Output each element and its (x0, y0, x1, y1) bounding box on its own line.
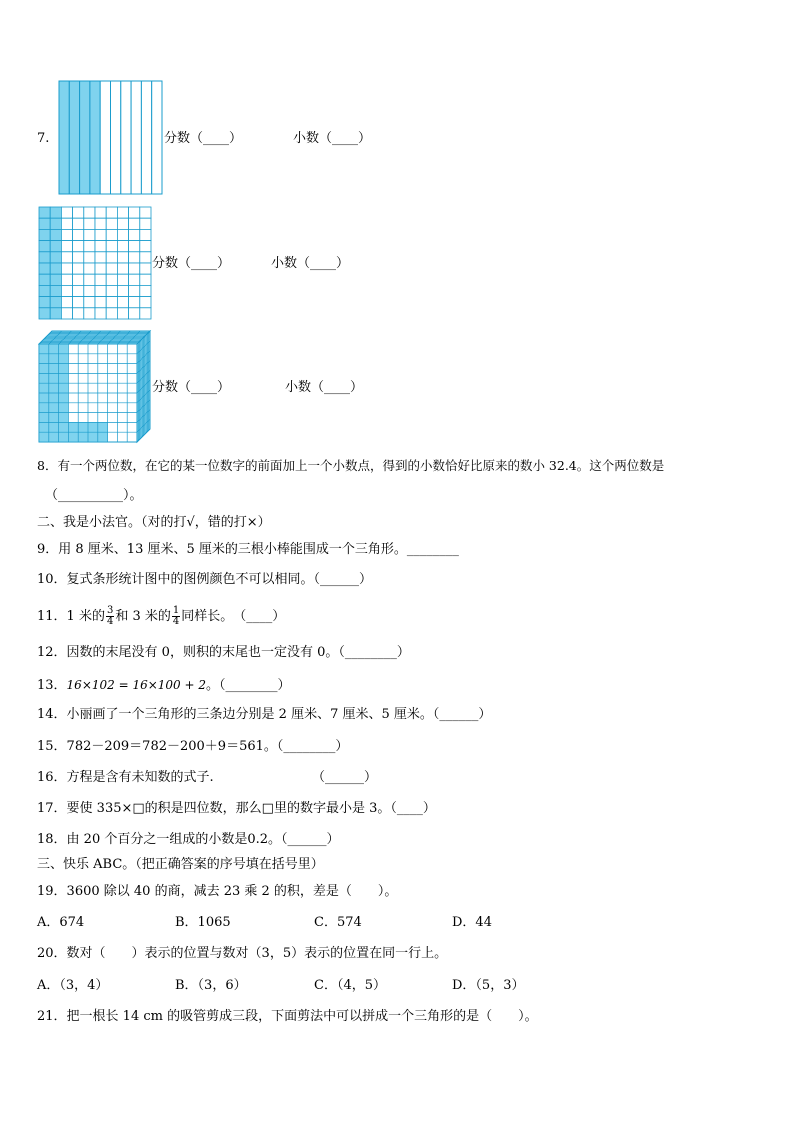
grid-cell (117, 274, 128, 285)
grid-cell-shaded (50, 218, 61, 229)
strip-column-shaded (80, 81, 90, 194)
strip-column (131, 81, 141, 194)
strip-column (152, 81, 162, 194)
grid-cell (73, 285, 84, 296)
grid-cell (84, 218, 95, 229)
grid-cell (61, 297, 72, 308)
q7-row1-answer: 分数（____） (164, 131, 243, 146)
grid-cell (140, 263, 151, 274)
q20-option-b[interactable]: B．（3，6） (175, 978, 247, 993)
grid-cell (117, 207, 128, 218)
grid-cell (117, 285, 128, 296)
grid-cell-shaded (39, 207, 50, 218)
strip-column-shaded (90, 81, 100, 194)
fraction-blank[interactable]: ____ (191, 380, 218, 395)
grid-cell (106, 241, 117, 252)
grid-cell (61, 274, 72, 285)
grid-cell-shaded (50, 274, 61, 285)
grid-cell (117, 218, 128, 229)
fraction-label: 分数（ (152, 256, 192, 271)
grid-cell (140, 207, 151, 218)
strip-column-shaded (69, 81, 79, 194)
grid-cell (106, 252, 117, 263)
question-9: 9．用 8 厘米、13 厘米、5 厘米的三根小棒能围成一个三角形。________ (37, 542, 459, 557)
grid-cell (129, 263, 140, 274)
section-3-heading: 三、快乐 ABC。（把正确答案的序号填在括号里） (37, 857, 324, 872)
q7-row3-answer: 分数（____） (152, 380, 231, 395)
grid-cell (129, 308, 140, 319)
question-10: 10．复式条形统计图中的图例颜色不可以相同。（______） (37, 572, 373, 587)
question-13: 13．16×102 = 16×100 + 2。（________） (37, 678, 291, 693)
thousand-cube-figure (38, 330, 152, 445)
question-19: 19．3600 除以 40 的商，减去 23 乘 2 的积，差是（ ）。 (37, 884, 398, 899)
grid-cell (129, 297, 140, 308)
grid-cell (140, 297, 151, 308)
grid-cell (117, 263, 128, 274)
hundred-grid-figure (38, 206, 152, 320)
grid-cell-shaded (39, 274, 50, 285)
grid-cell (84, 308, 95, 319)
grid-cell-shaded (50, 297, 61, 308)
grid-cell-shaded (39, 308, 50, 319)
strip-column (141, 81, 151, 194)
grid-cell (140, 308, 151, 319)
grid-cell-shaded (50, 252, 61, 263)
question-16-blank[interactable]: （______） (312, 770, 378, 785)
q7-row3-decimal: 小数（____） (285, 380, 364, 395)
strip-figure (58, 80, 163, 195)
grid-cell (140, 285, 151, 296)
q7-row2-decimal: 小数（____） (271, 256, 350, 271)
q19-option-c[interactable]: C．574 (314, 915, 362, 930)
q20-option-d[interactable]: D．（5，3） (452, 978, 525, 993)
fraction-blank[interactable]: ____ (191, 256, 218, 271)
grid-cell (95, 285, 106, 296)
grid-cell (95, 297, 106, 308)
grid-cell (106, 308, 117, 319)
grid-cell (61, 308, 72, 319)
strip-column (100, 81, 110, 194)
grid-cell-shaded (50, 207, 61, 218)
grid-cell (61, 263, 72, 274)
decimal-blank[interactable]: ____ (324, 380, 351, 395)
grid-cell-shaded (50, 229, 61, 240)
grid-cell-shaded (50, 308, 61, 319)
grid-cell-shaded (39, 229, 50, 240)
q19-option-d[interactable]: D．44 (452, 915, 492, 930)
question-17: 17．要使 335×□的积是四位数，那么□里的数字最小是 3。（____） (37, 801, 436, 816)
grid-cell (61, 285, 72, 296)
grid-cell (61, 218, 72, 229)
math-expression: 16×102 = 16×100 + 2 (66, 678, 207, 692)
question-20: 20．数对（ ）表示的位置与数对（3，5）表示的位置在同一行上。 (37, 946, 448, 961)
question-8-line1: 8．有一个两位数，在它的某一位数字的前面加上一个小数点，得到的小数恰好比原来的数小 32.4。这个两位数是 (37, 458, 665, 473)
fraction-label: 分数（ (164, 131, 204, 146)
grid-cell (129, 274, 140, 285)
strip-column (121, 81, 131, 194)
fraction-three-quarters: $\frac{3}{4}$ (106, 605, 114, 627)
grid-cell (106, 274, 117, 285)
grid-cell (117, 308, 128, 319)
grid-cell (84, 229, 95, 240)
grid-cell (84, 241, 95, 252)
question-15: 15．782－209＝782－200＋9＝561。（________） (37, 739, 349, 754)
strip-column (111, 81, 121, 194)
grid-cell (84, 252, 95, 263)
grid-cell (129, 285, 140, 296)
grid-cell-shaded (39, 241, 50, 252)
grid-cell (140, 218, 151, 229)
grid-cell (61, 229, 72, 240)
grid-cell (73, 207, 84, 218)
grid-cell (84, 285, 95, 296)
grid-cell (106, 218, 117, 229)
grid-cell (95, 229, 106, 240)
question-21: 21．把一根长 14 cm 的吸管剪成三段，下面剪法中可以拼成一个三角形的是（ ）。 (37, 1009, 538, 1024)
question-8-line2[interactable]: （__________）。 (45, 488, 143, 503)
grid-cell-shaded (39, 218, 50, 229)
grid-cell (106, 229, 117, 240)
grid-cell (84, 274, 95, 285)
grid-cell (117, 229, 128, 240)
q20-option-c[interactable]: C．（4，5） (314, 978, 386, 993)
grid-cell (73, 308, 84, 319)
grid-cell-shaded (39, 263, 50, 274)
grid-cell (129, 218, 140, 229)
grid-cell (73, 263, 84, 274)
decimal-blank[interactable]: ____ (310, 256, 337, 271)
grid-cell (61, 252, 72, 263)
fraction-blank[interactable]: ____ (203, 131, 230, 146)
grid-cell (84, 207, 95, 218)
grid-cell (95, 252, 106, 263)
decimal-label: 小数（ (293, 131, 333, 146)
grid-cell-shaded (39, 285, 50, 296)
grid-cell (106, 297, 117, 308)
grid-cell (73, 241, 84, 252)
grid-cell (61, 241, 72, 252)
grid-cell (84, 263, 95, 274)
grid-cell (73, 297, 84, 308)
grid-cell-shaded (50, 285, 61, 296)
grid-cell (117, 241, 128, 252)
grid-cell (73, 274, 84, 285)
grid-cell (73, 229, 84, 240)
grid-cell (95, 263, 106, 274)
fraction-label: 分数（ (152, 380, 192, 395)
grid-cell (61, 207, 72, 218)
q7-row2-answer: 分数（____） (152, 256, 231, 271)
grid-cell (95, 218, 106, 229)
grid-cell (129, 207, 140, 218)
grid-cell (117, 297, 128, 308)
grid-cell (129, 252, 140, 263)
fraction-one-quarter: $\frac{1}{4}$ (172, 605, 180, 627)
strip-column-shaded (59, 81, 69, 194)
grid-cell (73, 252, 84, 263)
grid-cell (106, 263, 117, 274)
grid-cell (95, 241, 106, 252)
q19-option-a[interactable]: A．674 (37, 915, 85, 930)
grid-cell (140, 274, 151, 285)
grid-cell-shaded (39, 252, 50, 263)
grid-cell (117, 252, 128, 263)
q7-row1-decimal: 小数（____） (293, 131, 372, 146)
question-12: 12．因数的末尾没有 0，则积的末尾也一定没有 0。（________） (37, 645, 410, 660)
grid-cell (95, 274, 106, 285)
grid-cell (95, 207, 106, 218)
grid-cell (106, 285, 117, 296)
decimal-label: 小数（ (271, 256, 311, 271)
q19-option-b[interactable]: B．1065 (175, 915, 231, 930)
question-16: 16．方程是含有未知数的式子. (37, 770, 214, 785)
grid-cell (140, 252, 151, 263)
grid-cell (129, 229, 140, 240)
grid-cell-shaded (50, 241, 61, 252)
question-11: 11．1 米的 $\frac{3}{4}$ 和 3 米的 $\frac{1}{4}$ 同样长。 （____） (37, 605, 286, 627)
grid-cell (140, 229, 151, 240)
question-18: 18．由 20 个百分之一组成的小数是0.2。（______） (37, 832, 340, 847)
grid-cell (106, 207, 117, 218)
question-14: 14．小丽画了一个三角形的三条边分别是 2 厘米、7 厘米、5 厘米。（______） (37, 707, 492, 722)
grid-cell (84, 297, 95, 308)
grid-cell (140, 241, 151, 252)
decimal-blank[interactable]: ____ (332, 131, 359, 146)
decimal-label: 小数（ (285, 380, 325, 395)
grid-cell (73, 218, 84, 229)
grid-cell-shaded (50, 263, 61, 274)
grid-cell (129, 241, 140, 252)
question-7-number: 7. (37, 131, 50, 146)
q20-option-a[interactable]: A．（3，4） (37, 978, 109, 993)
section-2-heading: 二、我是小法官。（对的打√，错的打×） (37, 515, 271, 530)
grid-cell (95, 308, 106, 319)
grid-cell-shaded (39, 297, 50, 308)
